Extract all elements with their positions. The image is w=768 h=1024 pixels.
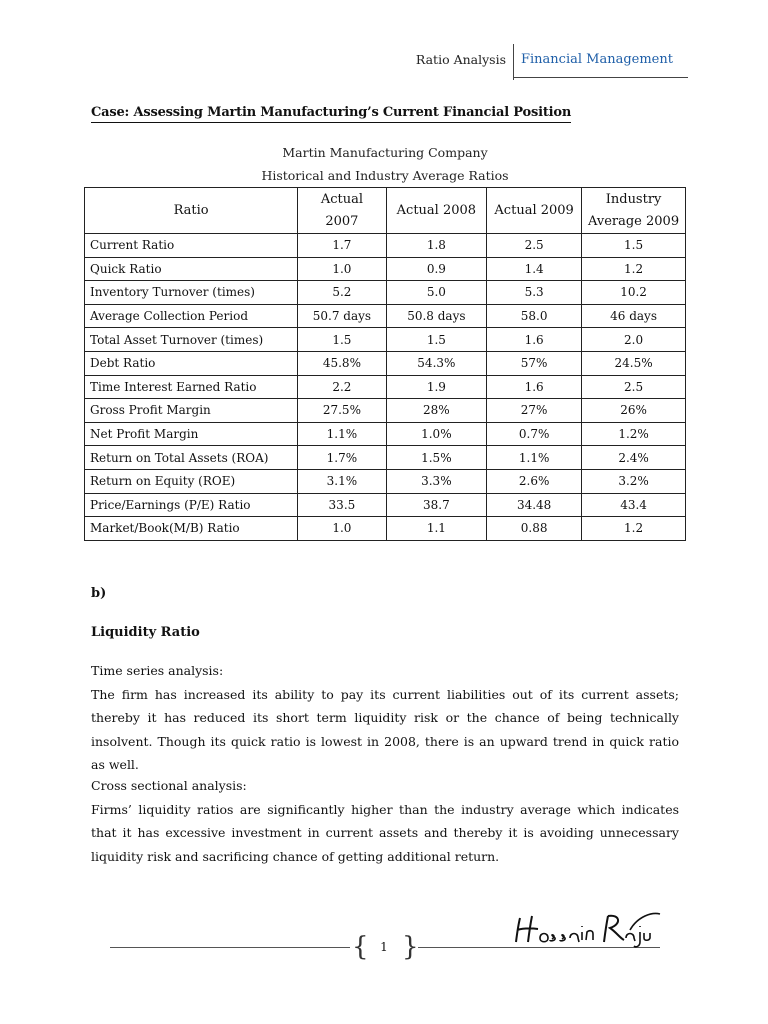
ratio-value-cell: 1.0 <box>298 517 386 541</box>
ratio-value-cell: 45.8% <box>298 351 386 375</box>
table-row <box>85 469 686 493</box>
ratio-value-cell: 0.88 <box>487 517 582 541</box>
table-row <box>85 375 686 399</box>
header-actual-2008: Actual 2008 <box>386 188 487 234</box>
ratio-value-cell: 33.5 <box>298 493 386 517</box>
time-series-block <box>91 659 679 777</box>
cross-sectional-block <box>91 774 679 868</box>
case-title: Case: Assessing Martin Manufacturing’s Current Financial Position <box>91 105 571 123</box>
ratio-value-cell: 43.4 <box>582 493 686 517</box>
ratio-name-cell: Debt Ratio <box>85 351 298 375</box>
ratio-name-cell: Market/Book(M/B) Ratio <box>85 517 298 541</box>
ratio-value-cell: 24.5% <box>582 351 686 375</box>
ratio-value-cell: 1.8 <box>386 234 487 258</box>
table-caption-company: Martin Manufacturing Company <box>282 145 488 160</box>
table-row <box>85 328 686 352</box>
ratio-value-cell: 58.0 <box>487 304 582 328</box>
ratio-value-cell: 0.7% <box>487 422 582 446</box>
ratio-value-cell: 50.7 days <box>298 304 386 328</box>
section-heading: Liquidity Ratio <box>91 625 200 640</box>
ratio-value-cell: 2.5 <box>487 234 582 258</box>
ratio-value-cell: 50.8 days <box>386 304 487 328</box>
ratio-value-cell: 1.5 <box>386 328 487 352</box>
page-header <box>0 44 768 80</box>
table-row <box>85 304 686 328</box>
ratio-name-cell: Return on Total Assets (ROA) <box>85 446 298 470</box>
table-body <box>85 234 686 541</box>
ratio-value-cell: 1.1% <box>298 422 386 446</box>
header-underline <box>513 77 688 78</box>
footer-brace-left: { <box>352 932 369 962</box>
ratio-name-cell: Average Collection Period <box>85 304 298 328</box>
ratio-name-cell: Total Asset Turnover (times) <box>85 328 298 352</box>
ratio-value-cell: 1.5 <box>298 328 386 352</box>
ratio-value-cell: 2.5 <box>582 375 686 399</box>
ratio-value-cell: 2.2 <box>298 375 386 399</box>
ratio-value-cell: 1.7% <box>298 446 386 470</box>
ratio-value-cell: 5.3 <box>487 281 582 305</box>
ratio-value-cell: 2.0 <box>582 328 686 352</box>
ratio-name-cell: Net Profit Margin <box>85 422 298 446</box>
ratios-table <box>84 187 686 541</box>
ratio-name-cell: Current Ratio <box>85 234 298 258</box>
ratio-value-cell: 57% <box>487 351 582 375</box>
ratio-value-cell: 1.7 <box>298 234 386 258</box>
footer-brace-right: } <box>402 932 419 962</box>
ratio-value-cell: 1.0% <box>386 422 487 446</box>
ratio-name-cell: Time Interest Earned Ratio <box>85 375 298 399</box>
header-separator <box>513 44 514 80</box>
ratio-name-cell: Inventory Turnover (times) <box>85 281 298 305</box>
ratio-value-cell: 1.1% <box>487 446 582 470</box>
ratio-name-cell: Gross Profit Margin <box>85 399 298 423</box>
ratio-value-cell: 1.2 <box>582 517 686 541</box>
ratio-value-cell: 1.5 <box>582 234 686 258</box>
table-row <box>85 493 686 517</box>
page-number: 1 <box>380 940 388 954</box>
header-ratio: Ratio <box>85 188 298 234</box>
table-row <box>85 257 686 281</box>
ratio-value-cell: 1.6 <box>487 328 582 352</box>
ratio-value-cell: 46 days <box>582 304 686 328</box>
ratio-value-cell: 1.2% <box>582 422 686 446</box>
section-label: b) <box>91 586 107 601</box>
ratio-value-cell: 1.5% <box>386 446 487 470</box>
ratio-value-cell: 1.4 <box>487 257 582 281</box>
ratio-name-cell: Quick Ratio <box>85 257 298 281</box>
ratio-value-cell: 27% <box>487 399 582 423</box>
ratio-value-cell: 38.7 <box>386 493 487 517</box>
ratio-value-cell: 28% <box>386 399 487 423</box>
ratio-value-cell: 1.0 <box>298 257 386 281</box>
table-row <box>85 446 686 470</box>
time-series-paragraph: The firm has increased its ability to pay its current liabilities out of its current assets; thereby it has reduced its short term liquidity risk or the chance of being technically insolvent. Though its quick ratio is lowest in 2008, there is an upward trend in quick ratio as well. <box>91 686 679 772</box>
signature-image <box>512 908 662 948</box>
table-row <box>85 399 686 423</box>
ratio-value-cell: 1.1 <box>386 517 487 541</box>
header-right-title: Financial Management <box>521 52 673 67</box>
ratio-value-cell: 3.2% <box>582 469 686 493</box>
ratio-value-cell: 5.0 <box>386 281 487 305</box>
table-row <box>85 351 686 375</box>
header-industry-average-2009: Industry Average 2009 <box>582 188 686 234</box>
table-row <box>85 422 686 446</box>
ratio-value-cell: 34.48 <box>487 493 582 517</box>
header-left-title: Ratio Analysis <box>415 52 506 67</box>
header-actual-2007: Actual 2007 <box>298 188 386 234</box>
ratio-value-cell: 2.6% <box>487 469 582 493</box>
cross-sectional-label: Cross sectional analysis: <box>91 778 247 793</box>
ratio-value-cell: 27.5% <box>298 399 386 423</box>
ratio-value-cell: 2.4% <box>582 446 686 470</box>
ratio-value-cell: 1.6 <box>487 375 582 399</box>
table-header-row <box>85 188 686 234</box>
ratio-value-cell: 3.3% <box>386 469 487 493</box>
table-caption-subtitle: Historical and Industry Average Ratios <box>261 168 509 183</box>
cross-sectional-paragraph: Firms’ liquidity ratios are significantly higher than the industry average which indicates that it has excessive investment in current assets and thereby it is avoiding unnecessary liquidity risk and sacrificing chance of getting additional return. <box>91 801 679 864</box>
ratio-name-cell: Return on Equity (ROE) <box>85 469 298 493</box>
footer-rule-left <box>110 947 350 948</box>
ratio-value-cell: 10.2 <box>582 281 686 305</box>
header-actual-2009: Actual 2009 <box>487 188 582 234</box>
ratio-value-cell: 3.1% <box>298 469 386 493</box>
table-row <box>85 281 686 305</box>
table-row <box>85 234 686 258</box>
ratio-value-cell: 54.3% <box>386 351 487 375</box>
table-row <box>85 517 686 541</box>
ratio-name-cell: Price/Earnings (P/E) Ratio <box>85 493 298 517</box>
ratio-value-cell: 26% <box>582 399 686 423</box>
ratio-value-cell: 5.2 <box>298 281 386 305</box>
ratio-value-cell: 0.9 <box>386 257 487 281</box>
ratio-value-cell: 1.9 <box>386 375 487 399</box>
ratio-value-cell: 1.2 <box>582 257 686 281</box>
time-series-label: Time series analysis: <box>91 663 224 678</box>
